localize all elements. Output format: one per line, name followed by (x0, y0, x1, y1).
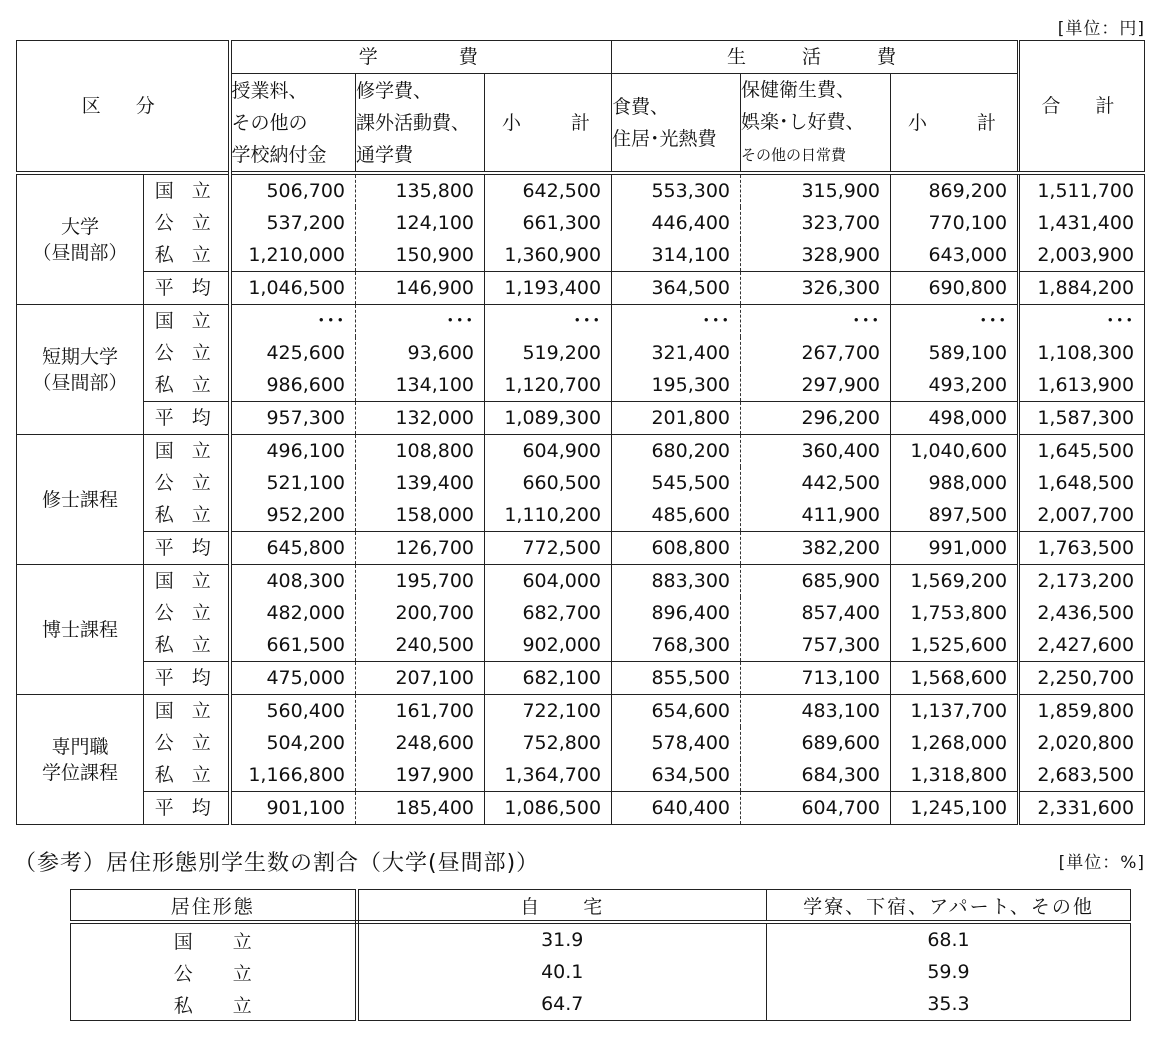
value-cell: 321,400 (612, 337, 741, 369)
value-cell: 158,000 (356, 499, 485, 532)
sub-header-4 (741, 74, 891, 174)
value-cell: 135,800 (356, 173, 485, 207)
residence-cell: 私立 (71, 988, 357, 1021)
value-cell: 185,400 (356, 792, 485, 825)
residence-header-1: 自 宅 (357, 890, 767, 923)
value-cell: 2,003,900 (1019, 239, 1145, 272)
value-cell: 772,500 (485, 532, 612, 565)
sub-header-line: 保健衛生費、 (741, 79, 856, 101)
group-2 (17, 435, 1145, 565)
value-cell: 902,000 (485, 629, 612, 662)
residence-cell: 国立 (71, 922, 357, 956)
sub-header-line: 授業料、 (231, 79, 308, 102)
value-cell: 1,613,900 (1019, 369, 1145, 402)
value-cell: 323,700 (741, 207, 891, 239)
value-cell: 442,500 (741, 467, 891, 499)
value-cell: 661,500 (230, 629, 356, 662)
value-cell: 314,100 (612, 239, 741, 272)
residence-header-0: 居住形態 (71, 890, 357, 923)
value-cell: 1,040,600 (891, 435, 1019, 468)
table-row (17, 369, 1145, 402)
table-row (17, 532, 1145, 565)
value-cell: 883,300 (612, 565, 741, 598)
group-0 (17, 173, 1145, 305)
sub-header-1 (356, 74, 485, 174)
type-label: 公 立 (144, 727, 230, 759)
sub-header-line: 住居･光熱費 (612, 127, 717, 150)
type-label: 私 立 (144, 629, 230, 662)
table-row (17, 597, 1145, 629)
gakuhi-header: 学 費 (230, 41, 612, 74)
value-cell: 660,500 (485, 467, 612, 499)
category-label: 修士課程 (41, 488, 118, 511)
residence-row (71, 956, 1131, 988)
value-cell: 643,000 (891, 239, 1019, 272)
table-row (17, 305, 1145, 338)
value-cell: 1,763,500 (1019, 532, 1145, 565)
value-cell: 604,000 (485, 565, 612, 598)
value-cell: 207,100 (356, 662, 485, 695)
value-cell: 411,900 (741, 499, 891, 532)
type-label: 平 均 (144, 402, 230, 435)
expense-table (16, 40, 1145, 825)
table-row (17, 565, 1145, 598)
reference-title: （参考）居住形態別学生数の割合（大学(昼間部)） (14, 851, 540, 876)
type-label: 公 立 (144, 597, 230, 629)
value-cell: 326,300 (741, 272, 891, 305)
type-label: 私 立 (144, 239, 230, 272)
value-cell: 857,400 (741, 597, 891, 629)
group-3 (17, 565, 1145, 695)
value-cell: 475,000 (230, 662, 356, 695)
value-cell: 640,400 (612, 792, 741, 825)
type-label: 公 立 (144, 207, 230, 239)
value-cell: ･･･ (1019, 305, 1145, 338)
value-cell: 425,600 (230, 337, 356, 369)
value-cell: 869,200 (891, 173, 1019, 207)
value-cell: 589,100 (891, 337, 1019, 369)
residence-header-row (71, 890, 1131, 923)
category-cell (17, 173, 144, 305)
value-cell: 896,400 (612, 597, 741, 629)
total-header: 合 計 (1019, 41, 1145, 174)
value-cell: 608,800 (612, 532, 741, 565)
sub-header-line: 小 計 (502, 111, 595, 134)
value-cell: 661,300 (485, 207, 612, 239)
value-cell: 1,753,800 (891, 597, 1019, 629)
value-cell: ･･･ (356, 305, 485, 338)
value-cell: 108,800 (356, 435, 485, 468)
value-cell: 248,600 (356, 727, 485, 759)
unit-label-main: [単位：円] (1057, 19, 1145, 39)
table-row (17, 727, 1145, 759)
table-row (17, 662, 1145, 695)
value-cell: 197,900 (356, 759, 485, 792)
value-cell: 360,400 (741, 435, 891, 468)
table-row (17, 792, 1145, 825)
value-cell: 146,900 (356, 272, 485, 305)
value-cell: 986,600 (230, 369, 356, 402)
value-cell: 2,683,500 (1019, 759, 1145, 792)
type-label: 平 均 (144, 272, 230, 305)
value-cell: 1,210,000 (230, 239, 356, 272)
value-cell: 991,000 (891, 532, 1019, 565)
type-label: 私 立 (144, 759, 230, 792)
value-cell: 126,700 (356, 532, 485, 565)
value-cell: 1,046,500 (230, 272, 356, 305)
value-cell: 1,364,700 (485, 759, 612, 792)
table-row (17, 695, 1145, 728)
value-cell: 770,100 (891, 207, 1019, 239)
group-1 (17, 305, 1145, 435)
value-cell: ･･･ (891, 305, 1019, 338)
residence-cell: 31.9 (357, 922, 767, 956)
value-cell: 315,900 (741, 173, 891, 207)
value-cell: ･･･ (485, 305, 612, 338)
table-row (17, 759, 1145, 792)
value-cell: 537,200 (230, 207, 356, 239)
type-label: 国 立 (144, 565, 230, 598)
residence-row (71, 988, 1131, 1021)
value-cell: 2,331,600 (1019, 792, 1145, 825)
sub-header-line: その他の日常費 (741, 146, 847, 164)
value-cell: 1,137,700 (891, 695, 1019, 728)
sub-header-line: 修学費、 (356, 79, 433, 102)
category-cell (17, 695, 144, 825)
sub-header-3 (612, 74, 741, 174)
value-cell: 150,900 (356, 239, 485, 272)
value-cell: 604,700 (741, 792, 891, 825)
value-cell: 2,020,800 (1019, 727, 1145, 759)
value-cell: 757,300 (741, 629, 891, 662)
residence-body (71, 922, 1131, 1021)
value-cell: 1,645,500 (1019, 435, 1145, 468)
value-cell: 1,648,500 (1019, 467, 1145, 499)
value-cell: 519,200 (485, 337, 612, 369)
table-row (17, 402, 1145, 435)
value-cell: 722,100 (485, 695, 612, 728)
value-cell: 604,900 (485, 435, 612, 468)
value-cell: 134,100 (356, 369, 485, 402)
value-cell: 161,700 (356, 695, 485, 728)
residence-cell: 35.3 (767, 988, 1131, 1021)
residence-cell: 59.9 (767, 956, 1131, 988)
value-cell: 1,193,400 (485, 272, 612, 305)
category-label: 学位課程 (41, 761, 118, 784)
value-cell: 496,100 (230, 435, 356, 468)
value-cell: ･･･ (741, 305, 891, 338)
type-label: 私 立 (144, 369, 230, 402)
value-cell: 521,100 (230, 467, 356, 499)
value-cell: 2,173,200 (1019, 565, 1145, 598)
value-cell: 1,587,300 (1019, 402, 1145, 435)
value-cell: 682,100 (485, 662, 612, 695)
type-label: 平 均 (144, 662, 230, 695)
value-cell: 382,200 (741, 532, 891, 565)
value-cell: 685,900 (741, 565, 891, 598)
value-cell: 364,500 (612, 272, 741, 305)
value-cell: 690,800 (891, 272, 1019, 305)
value-cell: 1,568,600 (891, 662, 1019, 695)
table-row (17, 207, 1145, 239)
value-cell: 1,110,200 (485, 499, 612, 532)
value-cell: 493,200 (891, 369, 1019, 402)
value-cell: 682,700 (485, 597, 612, 629)
table-row (17, 499, 1145, 532)
table-row (17, 272, 1145, 305)
value-cell: 446,400 (612, 207, 741, 239)
value-cell: 642,500 (485, 173, 612, 207)
value-cell: 200,700 (356, 597, 485, 629)
value-cell: 1,268,000 (891, 727, 1019, 759)
category-cell (17, 435, 144, 565)
value-cell: 855,500 (612, 662, 741, 695)
value-cell: 1,884,200 (1019, 272, 1145, 305)
residence-header-2: 学寮、下宿、アパート、その他 (767, 890, 1131, 923)
value-cell: 124,100 (356, 207, 485, 239)
value-cell: 1,360,900 (485, 239, 612, 272)
sub-header-2 (485, 74, 612, 174)
group-4 (17, 695, 1145, 825)
value-cell: 901,100 (230, 792, 356, 825)
value-cell: 482,000 (230, 597, 356, 629)
value-cell: 328,900 (741, 239, 891, 272)
value-cell: 267,700 (741, 337, 891, 369)
sub-header-line: 課外活動費、 (356, 111, 471, 134)
value-cell: 1,245,100 (891, 792, 1019, 825)
table-row (17, 337, 1145, 369)
value-cell: ･･･ (230, 305, 356, 338)
table-row (17, 239, 1145, 272)
sub-header-line: 娯楽･し好費、 (741, 111, 865, 133)
value-cell: 768,300 (612, 629, 741, 662)
type-label: 公 立 (144, 467, 230, 499)
value-cell: 408,300 (230, 565, 356, 598)
value-cell: 988,000 (891, 467, 1019, 499)
value-cell: 1,166,800 (230, 759, 356, 792)
value-cell: 713,100 (741, 662, 891, 695)
value-cell: 897,500 (891, 499, 1019, 532)
residence-cell: 64.7 (357, 988, 767, 1021)
value-cell: 578,400 (612, 727, 741, 759)
category-label: （昼間部） (32, 241, 128, 264)
sub-header-line: 学校納付金 (231, 143, 327, 166)
value-cell: 195,300 (612, 369, 741, 402)
value-cell: 545,500 (612, 467, 741, 499)
value-cell: 195,700 (356, 565, 485, 598)
value-cell: 1,086,500 (485, 792, 612, 825)
value-cell: 1,525,600 (891, 629, 1019, 662)
value-cell: 553,300 (612, 173, 741, 207)
table-row (17, 467, 1145, 499)
type-label: 平 均 (144, 532, 230, 565)
value-cell: 645,800 (230, 532, 356, 565)
residence-table (70, 889, 1131, 1021)
category-label: 専門職 (51, 735, 109, 758)
value-cell: 506,700 (230, 173, 356, 207)
value-cell: 240,500 (356, 629, 485, 662)
residence-cell: 68.1 (767, 922, 1131, 956)
sub-header-line: 食費、 (612, 95, 670, 118)
category-label: 大学 (60, 215, 99, 238)
sub-header-line: 小 計 (908, 111, 1001, 134)
type-label: 国 立 (144, 435, 230, 468)
value-cell: 93,600 (356, 337, 485, 369)
type-label: 国 立 (144, 173, 230, 207)
category-label: （昼間部） (32, 371, 128, 394)
sub-header-line: その他の (231, 111, 308, 134)
value-cell: 1,318,800 (891, 759, 1019, 792)
category-label: 博士課程 (41, 618, 118, 641)
type-label: 平 均 (144, 792, 230, 825)
type-label: 国 立 (144, 305, 230, 338)
value-cell: 498,000 (891, 402, 1019, 435)
unit-label-reference: [単位：%] (1058, 853, 1145, 873)
value-cell: 560,400 (230, 695, 356, 728)
value-cell: 201,800 (612, 402, 741, 435)
value-cell: 684,300 (741, 759, 891, 792)
type-label: 私 立 (144, 499, 230, 532)
category-cell (17, 565, 144, 695)
value-cell: ･･･ (612, 305, 741, 338)
value-cell: 483,100 (741, 695, 891, 728)
value-cell: 504,200 (230, 727, 356, 759)
value-cell: 654,600 (612, 695, 741, 728)
value-cell: 296,200 (741, 402, 891, 435)
sub-header-0 (230, 74, 356, 174)
value-cell: 297,900 (741, 369, 891, 402)
residence-cell: 40.1 (357, 956, 767, 988)
sub-header-5 (891, 74, 1019, 174)
residence-row (71, 922, 1131, 956)
value-cell: 139,400 (356, 467, 485, 499)
type-label: 国 立 (144, 695, 230, 728)
value-cell: 1,108,300 (1019, 337, 1145, 369)
seikatsuhi-header: 生 活 費 (612, 41, 1019, 74)
value-cell: 2,436,500 (1019, 597, 1145, 629)
residence-cell: 公立 (71, 956, 357, 988)
category-label: 短期大学 (41, 345, 118, 368)
type-label: 公 立 (144, 337, 230, 369)
value-cell: 1,569,200 (891, 565, 1019, 598)
category-cell (17, 305, 144, 435)
sub-header-line: 通学費 (356, 143, 414, 166)
value-cell: 1,120,700 (485, 369, 612, 402)
value-cell: 1,089,300 (485, 402, 612, 435)
table-row (17, 629, 1145, 662)
value-cell: 2,427,600 (1019, 629, 1145, 662)
value-cell: 752,800 (485, 727, 612, 759)
table-row (17, 435, 1145, 468)
value-cell: 1,511,700 (1019, 173, 1145, 207)
value-cell: 132,000 (356, 402, 485, 435)
value-cell: 634,500 (612, 759, 741, 792)
value-cell: 957,300 (230, 402, 356, 435)
value-cell: 952,200 (230, 499, 356, 532)
value-cell: 485,600 (612, 499, 741, 532)
table-row (17, 173, 1145, 207)
value-cell: 680,200 (612, 435, 741, 468)
kubun-header: 区 分 (17, 41, 230, 174)
value-cell: 2,007,700 (1019, 499, 1145, 532)
value-cell: 689,600 (741, 727, 891, 759)
value-cell: 1,859,800 (1019, 695, 1145, 728)
value-cell: 1,431,400 (1019, 207, 1145, 239)
value-cell: 2,250,700 (1019, 662, 1145, 695)
